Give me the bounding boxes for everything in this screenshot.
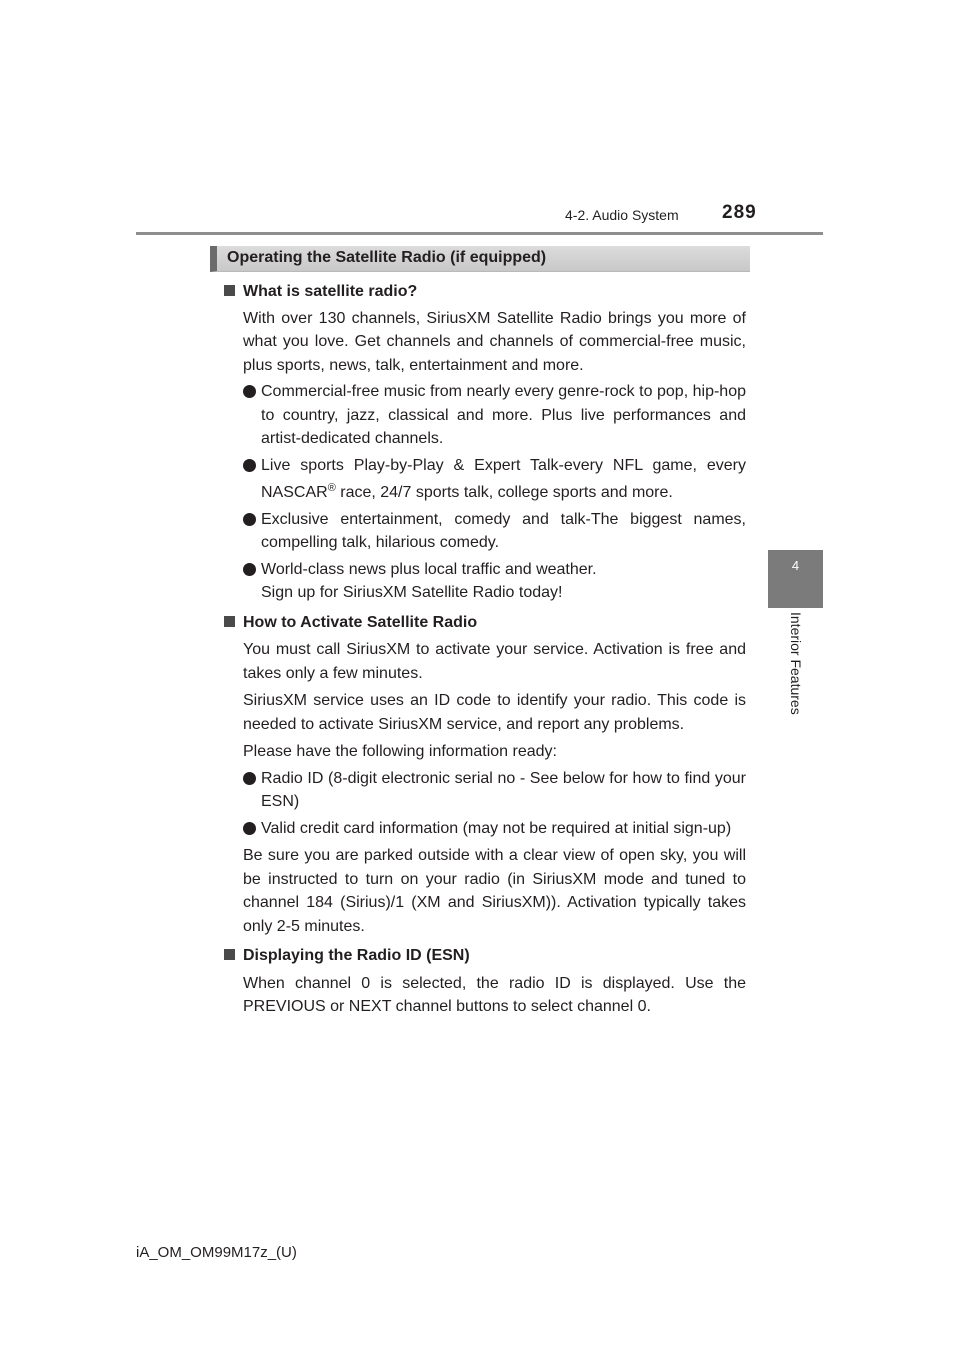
bullet-dot-icon [243, 772, 256, 785]
square-bullet-icon [224, 616, 235, 627]
subheading-text: Displaying the Radio ID (ESN) [243, 947, 470, 964]
bullet-dot-icon [243, 385, 256, 398]
footer-doc-code: iA_OM_OM99M17z_(U) [136, 1244, 297, 1261]
square-bullet-icon [224, 285, 235, 296]
chapter-label: Interior Features [787, 612, 804, 715]
paragraph: You must call SiriusXM to activate your service. Activation is free and takes only a few minutes. [243, 641, 746, 682]
subheading-text: How to Activate Satellite Radio [243, 613, 478, 631]
list-item-text: race, 24/7 sports talk, college sports and more. [335, 484, 673, 501]
chapter-label-container [768, 612, 823, 732]
paragraph: SiriusXM service uses an ID code to identify your radio. This code is needed to activate SiriusXM service, and report any problems. [243, 692, 746, 733]
section-title-bar [210, 246, 750, 272]
square-bullet-icon [224, 949, 235, 960]
subheading-text: What is satellite radio? [243, 283, 418, 300]
paragraph: Be sure you are parked outside with a clear view of open sky, you will be instructed to turn on your radio (in SiriusXM mode and tuned to channel 184 (Sirius)/1 (XM and SiriusXM)). Activation typically takes only 2-5 minutes. [243, 847, 746, 935]
list-item [243, 380, 746, 451]
subheading-what-is-satellite-radio [224, 280, 746, 304]
subheading-how-to-activate [224, 611, 746, 635]
chapter-number: 4 [791, 558, 800, 573]
list-item-text: Valid credit card information (may not be required at initial sign-up) [261, 819, 732, 837]
bullet-dot-icon [243, 822, 256, 835]
list-item [243, 454, 746, 505]
bullet-dot-icon [243, 459, 256, 472]
list-item [243, 817, 746, 841]
list-item-text: Radio ID (8-digit electronic serial no - See below for how to find your ESN) [261, 769, 746, 810]
paragraph: When channel 0 is selected, the radio ID is displayed. Use the PREVIOUS or NEXT channel buttons to select channel 0. [243, 974, 746, 1015]
list-item-text: Commercial-free music from nearly every genre-rock to pop, hip-hop to country, jazz, classical and more. Plus live performances and artist-dedicated channels. [261, 383, 746, 447]
header-section: 4-2. Audio System [565, 207, 679, 223]
list-item-note: Sign up for SiriusXM Satellite Radio today! [261, 584, 563, 601]
bullet-dot-icon [243, 513, 256, 526]
header-rule [136, 232, 823, 235]
registered-mark: ® [327, 482, 336, 494]
main-content [224, 278, 746, 1019]
paragraph: With over 130 channels, SiriusXM Satellite Radio brings you more of what you love. Get channels and channels of commercial-free music, plus sports, news, talk, entertainment and more. [243, 309, 746, 374]
list-item-text: World-class news plus local traffic and weather. [261, 560, 597, 578]
list-item-text: Live sports Play-by-Play & Expert Talk-every NFL game, every NASCAR [261, 456, 746, 501]
paragraph: Please have the following information ready: [243, 743, 557, 760]
list-item [243, 558, 746, 605]
list-item [243, 508, 746, 555]
section-title: Operating the Satellite Radio (if equipped) [227, 249, 547, 266]
page-number: 289 [722, 202, 757, 223]
bullet-dot-icon [243, 563, 256, 576]
list-item [243, 767, 746, 814]
subheading-displaying-radio-id [224, 944, 746, 968]
list-item-text: Exclusive entertainment, comedy and talk-The biggest names, compelling talk, hilarious comedy. [261, 510, 746, 551]
